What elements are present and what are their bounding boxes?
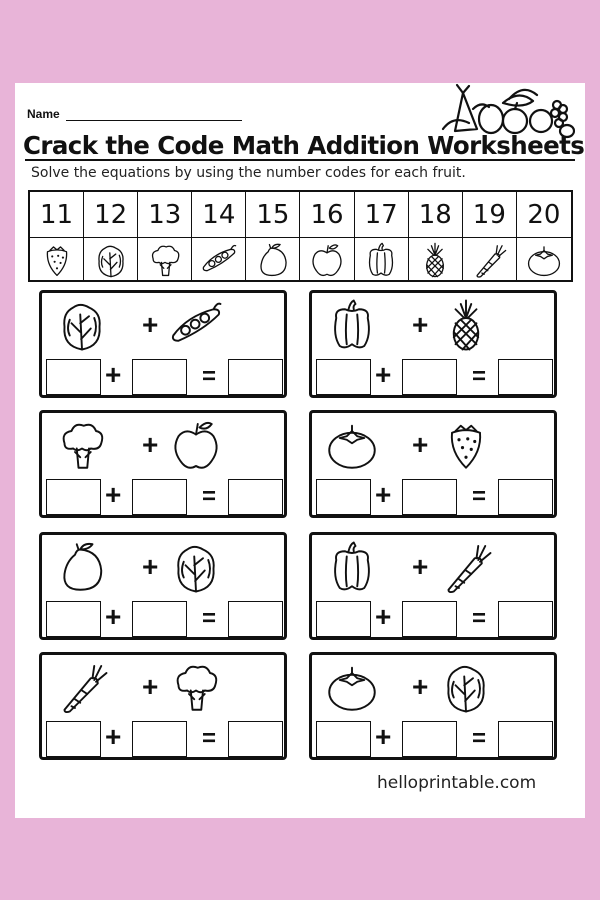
- name-label: Name: [27, 107, 60, 121]
- name-field[interactable]: [66, 108, 242, 121]
- plus-sign: +: [142, 551, 159, 582]
- broccoli-icon: [54, 417, 110, 473]
- answer-box-sum[interactable]: [228, 479, 283, 515]
- answer-box-first[interactable]: [46, 721, 101, 757]
- answer-box-first[interactable]: [46, 479, 101, 515]
- tomato-icon: [324, 417, 380, 473]
- name-row: [27, 107, 242, 121]
- plus-sign: +: [142, 309, 159, 340]
- answer-box-second[interactable]: [402, 721, 457, 757]
- peapod-icon: [200, 241, 238, 279]
- pineapple-icon: [416, 241, 454, 279]
- carrot-icon: [54, 659, 110, 715]
- code-picture-cell: [517, 238, 571, 282]
- answer-box-second[interactable]: [132, 721, 187, 757]
- code-number: 20: [517, 192, 571, 238]
- equals-sign: =: [202, 725, 217, 752]
- answer-box-sum[interactable]: [228, 721, 283, 757]
- answer-box-sum[interactable]: [498, 601, 553, 637]
- plus-sign: +: [105, 359, 122, 390]
- code-number: 16: [300, 192, 354, 238]
- plus-sign: +: [105, 721, 122, 752]
- plus-sign: +: [105, 479, 122, 510]
- code-number: 19: [463, 192, 517, 238]
- answer-box-first[interactable]: [316, 359, 371, 395]
- instructions-text: Solve the equations by using the number codes for each fruit.: [31, 165, 466, 181]
- answer-box-first[interactable]: [316, 601, 371, 637]
- answer-box-first[interactable]: [316, 479, 371, 515]
- plus-sign: +: [412, 671, 429, 702]
- plus-sign: +: [142, 429, 159, 460]
- page-title: Crack the Code Math Addition Worksheets: [23, 131, 585, 160]
- answer-box-first[interactable]: [316, 721, 371, 757]
- code-picture-cell: [409, 238, 463, 282]
- tomato-icon: [525, 241, 563, 279]
- answer-box-sum[interactable]: [228, 359, 283, 395]
- problem-card: [39, 532, 287, 640]
- code-number: 11: [30, 192, 84, 238]
- answer-box-second[interactable]: [402, 601, 457, 637]
- site-credit: helloprintable.com: [377, 773, 537, 793]
- answer-box-sum[interactable]: [228, 601, 283, 637]
- bellpepper-icon: [362, 241, 400, 279]
- code-picture-cell: [300, 238, 354, 282]
- equals-sign: =: [472, 363, 487, 390]
- answer-box-second[interactable]: [132, 359, 187, 395]
- answer-box-second[interactable]: [132, 479, 187, 515]
- code-number: 12: [84, 192, 138, 238]
- lettuce-icon: [168, 539, 224, 595]
- problem-card: [39, 410, 287, 518]
- broccoli-icon: [168, 659, 224, 715]
- carrot-icon: [438, 539, 494, 595]
- broccoli-icon: [146, 241, 184, 279]
- bellpepper-icon: [324, 539, 380, 595]
- answer-box-sum[interactable]: [498, 359, 553, 395]
- answer-box-second[interactable]: [132, 601, 187, 637]
- apple-icon: [308, 241, 346, 279]
- code-picture-cell: [355, 238, 409, 282]
- code-number: 14: [192, 192, 246, 238]
- problem-card: [309, 652, 557, 760]
- code-picture-cell: [84, 238, 138, 282]
- equals-sign: =: [202, 605, 217, 632]
- tomato-icon: [324, 659, 380, 715]
- plus-sign: +: [105, 601, 122, 632]
- plus-sign: +: [375, 359, 392, 390]
- lettuce-icon: [92, 241, 130, 279]
- problem-card: [309, 290, 557, 398]
- plus-sign: +: [375, 479, 392, 510]
- plus-sign: +: [375, 601, 392, 632]
- answer-box-first[interactable]: [46, 359, 101, 395]
- lettuce-icon: [438, 659, 494, 715]
- lettuce-icon: [54, 297, 110, 353]
- equals-sign: =: [202, 363, 217, 390]
- title-underline: [25, 159, 575, 161]
- code-picture-cell: [463, 238, 517, 282]
- code-picture-cell: [192, 238, 246, 282]
- equals-sign: =: [472, 725, 487, 752]
- strawberry-icon: [438, 417, 494, 473]
- answer-box-sum[interactable]: [498, 721, 553, 757]
- problem-card: [309, 410, 557, 518]
- problem-card: [39, 652, 287, 760]
- code-picture-cell: [30, 238, 84, 282]
- plus-sign: +: [375, 721, 392, 752]
- bellpepper-icon: [324, 297, 380, 353]
- answer-box-second[interactable]: [402, 479, 457, 515]
- strawberry-icon: [38, 241, 76, 279]
- fruit-basket-icon: [433, 79, 575, 139]
- peapod-icon: [168, 297, 224, 353]
- answer-box-first[interactable]: [46, 601, 101, 637]
- pineapple-icon: [438, 297, 494, 353]
- mango-icon: [254, 241, 292, 279]
- code-number: 15: [246, 192, 300, 238]
- plus-sign: +: [412, 309, 429, 340]
- equals-sign: =: [472, 605, 487, 632]
- carrot-icon: [470, 241, 508, 279]
- code-picture-cell: [138, 238, 192, 282]
- code-number: 18: [409, 192, 463, 238]
- answer-box-second[interactable]: [402, 359, 457, 395]
- code-number: 13: [138, 192, 192, 238]
- code-number: 17: [355, 192, 409, 238]
- plus-sign: +: [412, 429, 429, 460]
- problem-card: [39, 290, 287, 398]
- code-picture-cell: [246, 238, 300, 282]
- equals-sign: =: [472, 483, 487, 510]
- apple-icon: [168, 417, 224, 473]
- equals-sign: =: [202, 483, 217, 510]
- mango-icon: [54, 539, 110, 595]
- plus-sign: +: [412, 551, 429, 582]
- answer-box-sum[interactable]: [498, 479, 553, 515]
- code-table: [28, 190, 573, 282]
- plus-sign: +: [142, 671, 159, 702]
- problem-card: [309, 532, 557, 640]
- worksheet-page: [15, 83, 585, 818]
